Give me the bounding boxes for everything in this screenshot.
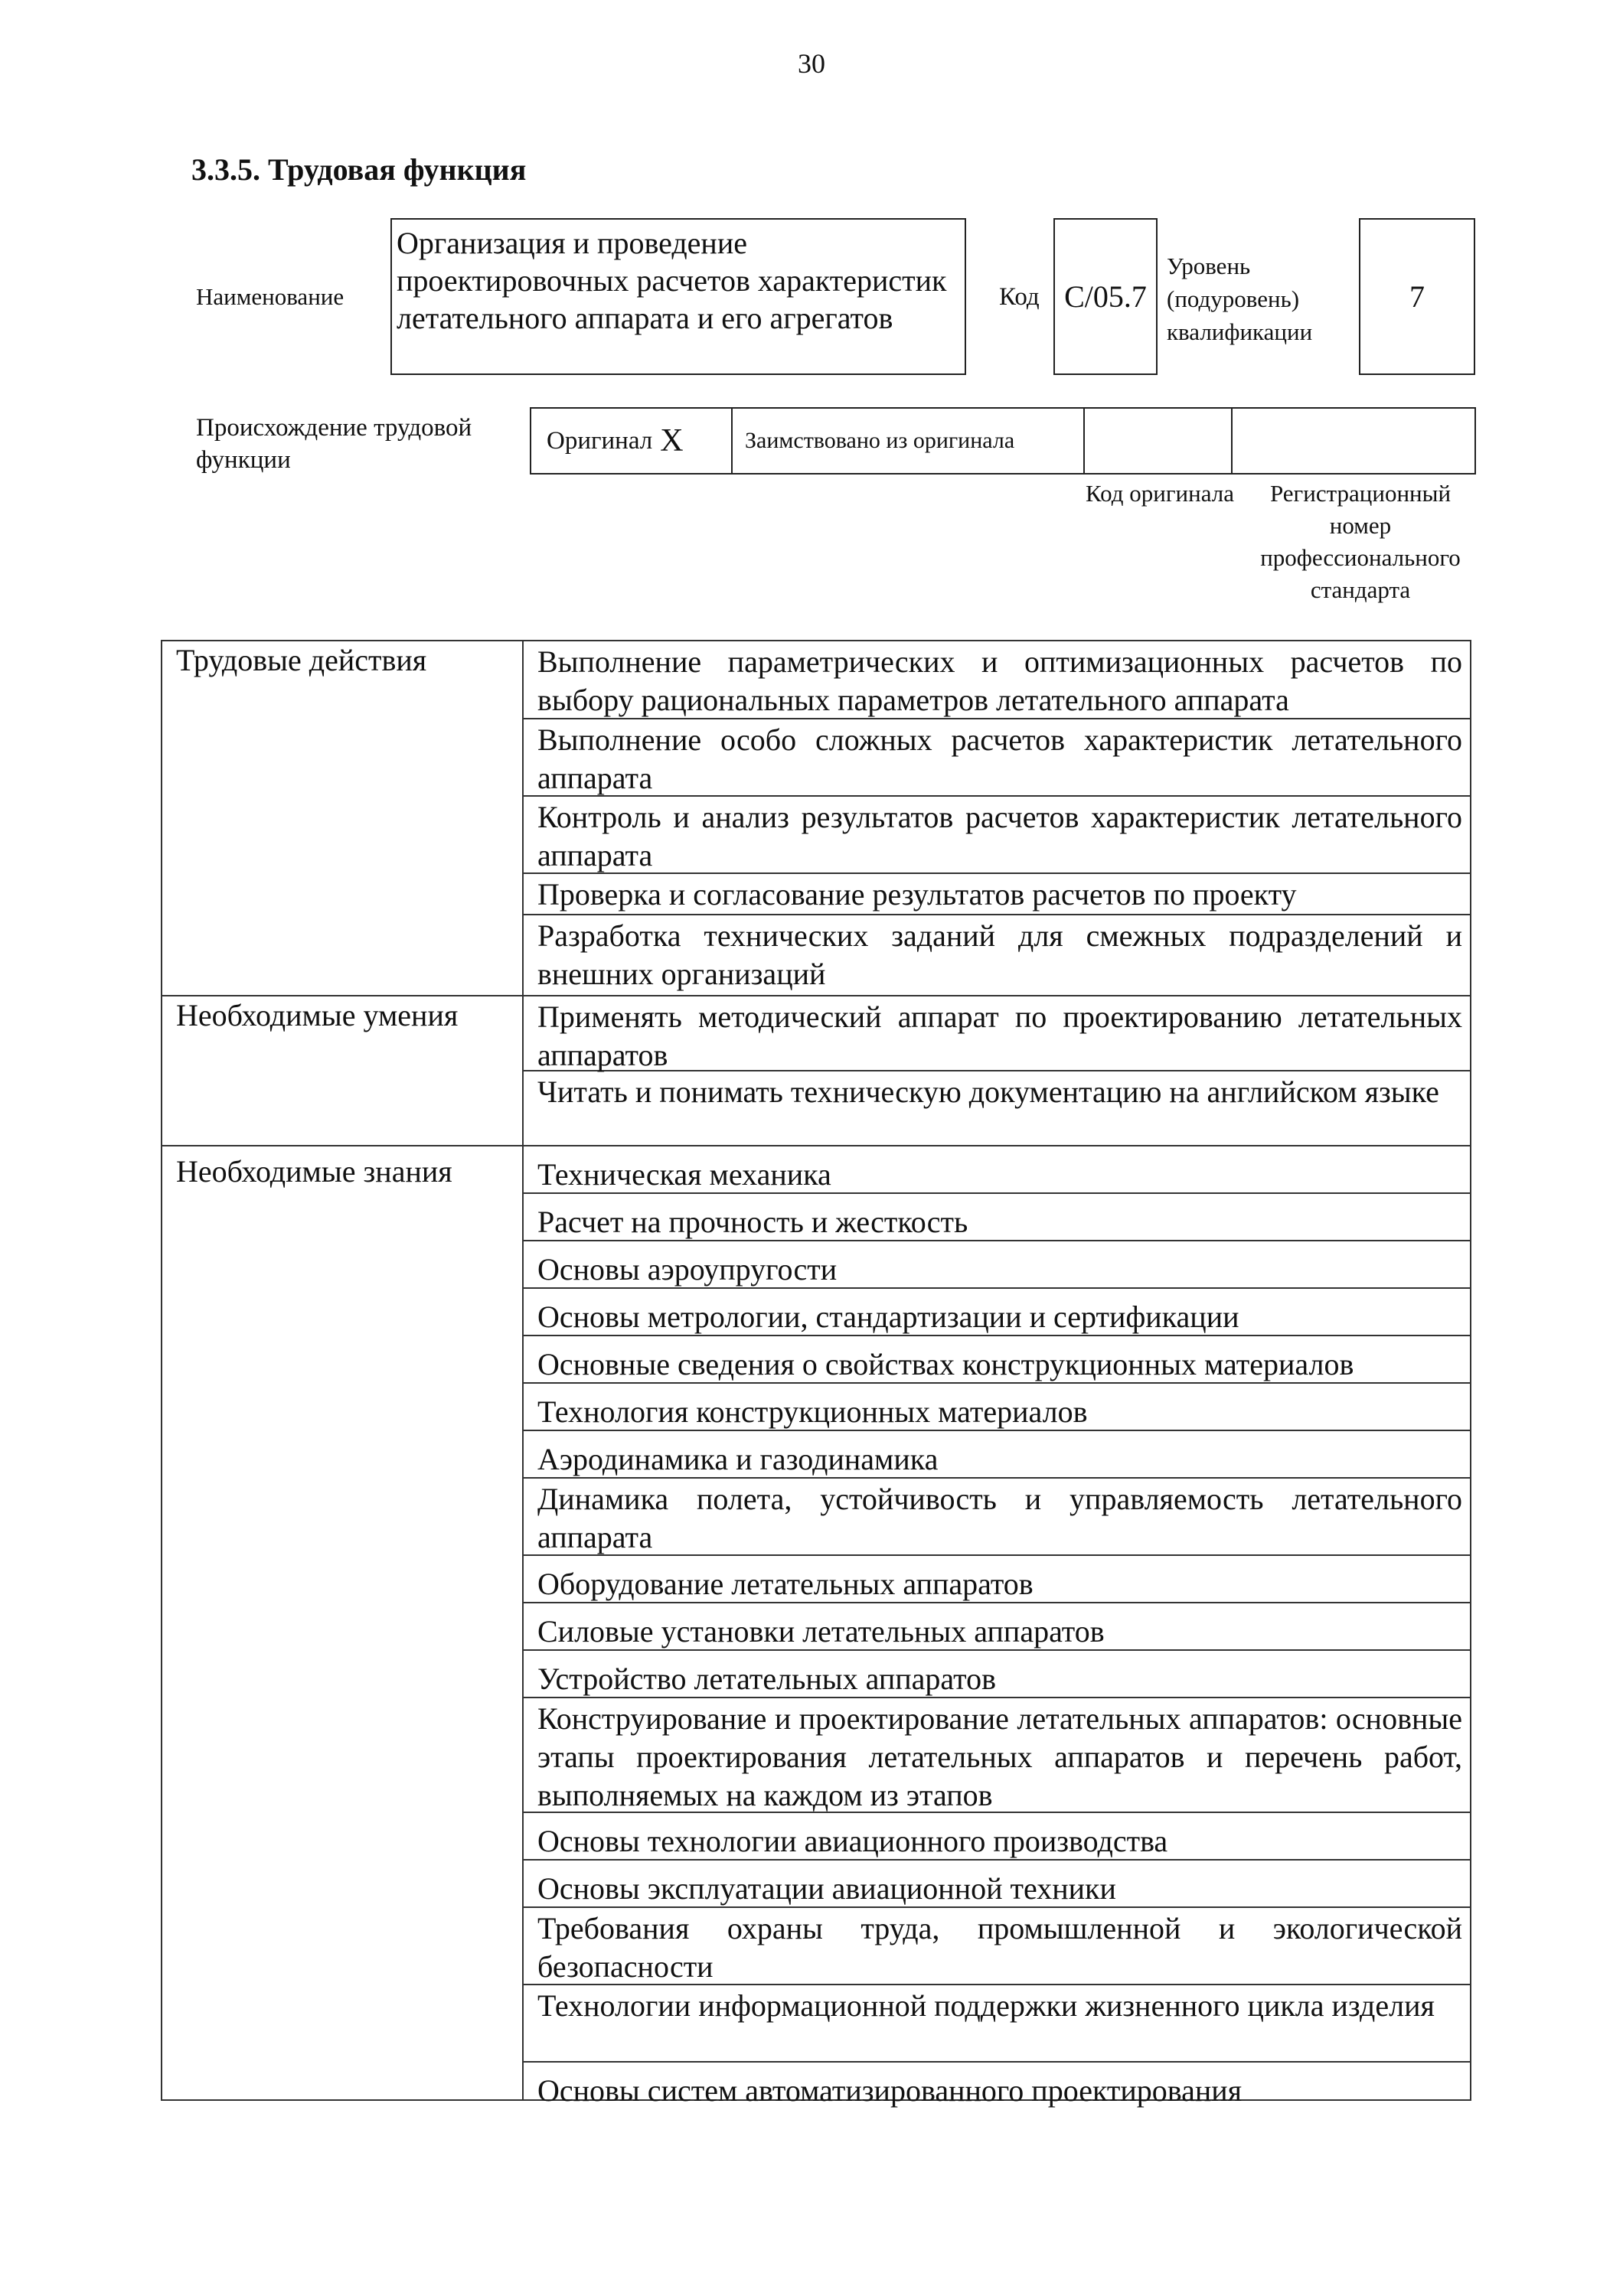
level-field: 7: [1359, 218, 1475, 375]
group-knowledge: [162, 1145, 1470, 2108]
group-cells: [522, 1146, 1470, 2108]
table-row: Контроль и анализ результатов расчетов характеристик летательного аппарата: [524, 797, 1470, 874]
table-row: Разработка технических заданий для смежных подразделений и внешних организаций: [537, 918, 1462, 991]
group-cells: [522, 641, 1470, 995]
main-table: [161, 640, 1471, 2108]
table-row: Силовые установки летательных аппаратов: [524, 1603, 1470, 1651]
table-row: Конструирование и проектирование летательных аппаратов: основные этапы проектирования летательных аппаратов и перечень работ, выполняемых на каждом из этапов: [524, 1698, 1470, 1813]
table-row: Основные сведения о свойствах конструкционных материалов: [524, 1336, 1470, 1384]
table-row: Оборудование летательных аппаратов: [524, 1556, 1470, 1603]
table-row: Технология конструкционных материалов: [524, 1384, 1470, 1431]
table-row: Устройство летательных аппаратов: [524, 1651, 1470, 1698]
table-row: Основы технологии авиационного производства: [524, 1813, 1470, 1861]
origin-original-mark: X: [660, 423, 684, 458]
table-row: Применять методический аппарат по проектированию летательных аппаратов: [524, 996, 1470, 1071]
origin-row: [530, 407, 1476, 475]
table-row: Выполнение особо сложных расчетов характеристик летательного аппарата: [524, 719, 1470, 797]
level-label: Уровень (подуровень) квалификации: [1167, 253, 1313, 345]
table-row: Аэродинамика и газодинамика: [524, 1431, 1470, 1479]
group-label: Необходимые знания: [176, 1154, 452, 1189]
code-label: Код: [999, 283, 1040, 311]
origin-borrowed-cell: Заимствовано из оригинала: [733, 409, 1085, 473]
group-label: Необходимые умения: [176, 998, 459, 1032]
reg-number-caption: Регистрационный номер профессионального стандарта: [1260, 480, 1461, 603]
table-row: Основы эксплуатации авиационной техники: [524, 1861, 1470, 1908]
table-row: Основы метрологии, стандартизации и сертификации: [524, 1289, 1470, 1336]
table-row: Основы систем автоматизированного проектирования: [537, 2073, 1243, 2108]
origin-original-label: Оригинал: [547, 426, 653, 455]
table-row: Выполнение параметрических и оптимизационных расчетов по выбору рациональных параметров летательного аппарата: [524, 641, 1470, 719]
table-row: Требования охраны труда, промышленной и экологической безопасности: [524, 1908, 1470, 1985]
name-label: Наименование: [196, 283, 345, 310]
group-cells: [522, 996, 1470, 1146]
table-row: Технологии информационной поддержки жизненного цикла изделия: [524, 1985, 1470, 2063]
origin-code-cell: [1085, 409, 1233, 473]
group-label: Трудовые действия: [176, 643, 427, 677]
section-title: 3.3.5. Трудовая функция: [191, 152, 527, 187]
table-row: Расчет на прочность и жесткость: [524, 1194, 1470, 1241]
table-row: Динамика полета, устойчивость и управляемость летательного аппарата: [524, 1479, 1470, 1556]
page-number: 30: [798, 48, 825, 79]
table-row: Читать и понимать техническую документацию на английском языке: [537, 1075, 1439, 1109]
group-labor-actions: [162, 641, 1470, 995]
origin-original-cell: [531, 409, 733, 473]
table-row: Основы аэроупругости: [524, 1241, 1470, 1289]
origin-label: Происхождение трудовой функции: [196, 414, 472, 474]
table-row: Техническая механика: [524, 1146, 1470, 1194]
function-name-field: Организация и проведение проектировочных расчетов характеристик летательного аппарата и его агрегатов: [390, 218, 966, 375]
table-row: Проверка и согласование результатов расчетов по проекту: [524, 874, 1470, 915]
code-field: С/05.7: [1053, 218, 1158, 375]
origin-reg-cell: [1233, 409, 1474, 473]
group-skills: [162, 995, 1470, 1146]
code-caption: Код оригинала: [1085, 480, 1234, 507]
